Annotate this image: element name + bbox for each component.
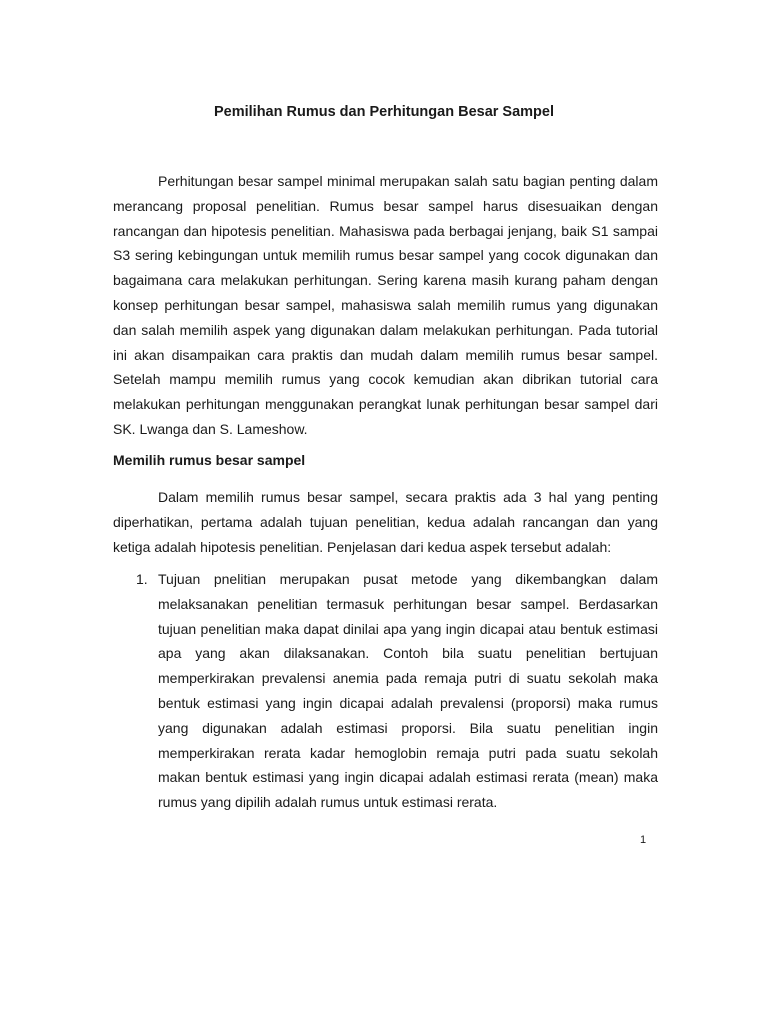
- page-title: Pemilihan Rumus dan Perhitungan Besar Sampel: [213, 104, 555, 120]
- list-item: [113, 567, 658, 815]
- numbered-list: [113, 567, 658, 815]
- section-paragraph: Dalam memilih rumus besar sampel, secara praktis ada 3 hal yang penting diperhatikan, pertama adalah tujuan penelitian, kedua adalah rancangan dan yang ketiga adalah hipotesis penelitian. Penjelasan dari kedua aspek tersebut adalah:: [113, 489, 658, 555]
- intro-paragraph: Perhitungan besar sampel minimal merupakan salah satu bagian penting dalam merancang proposal penelitian. Rumus besar sampel harus disesuaikan dengan rancangan dan hipotesis penelitian. Mahasiswa pada berbagai jenjang, baik S1 sampai S3 sering kebingungan untuk memilih rumus besar sampel yang cocok digunakan dan bagaimana cara melakukan perhitungan. Sering karena masih kurang paham dengan konsep perhitungan besar sampel, mahasiswa salah memilih rumus yang digunakan dan salah memilih aspek yang digunakan dalam melakukan perhitungan. Pada tutorial ini akan disampaikan cara praktis dan mudah dalam memilih rumus besar sampel. Setelah mampu memilih rumus yang cocok kemudian akan dibrikan tutorial cara melakukan perhitungan menggunakan perangkat lunak perhitungan besar sampel dari SK. Lwanga dan S. Lameshow.: [113, 173, 658, 437]
- list-item-text: Tujuan pnelitian merupakan pusat metode yang dikembangkan dalam melaksanakan penelitian termasuk perhitungan besar sampel. Berdasarkan tujuan penelitian maka dapat dinilai apa yang ingin dicapai atau bentuk estimasi apa yang akan dilaksanakan. Contoh bila suatu penelitian bertujuan memperkirakan prevalensi anemia pada remaja putri di suatu sekolah maka bentuk estimasi yang ingin dicapai adalah prevalensi (proporsi) maka rumus yang digunakan adalah estimasi proporsi. Bila suatu penelitian ingin memperkirakan rerata kadar hemoglobin remaja putri pada suatu sekolah makan bentuk estimasi yang ingin dicapai adalah estimasi rerata (mean) maka rumus yang dipilih adalah rumus untuk estimasi rerata.: [158, 571, 658, 811]
- section-heading: Memilih rumus besar sampel: [113, 452, 306, 468]
- list-item-number: 1.: [136, 571, 148, 587]
- page-number: 1: [640, 834, 647, 846]
